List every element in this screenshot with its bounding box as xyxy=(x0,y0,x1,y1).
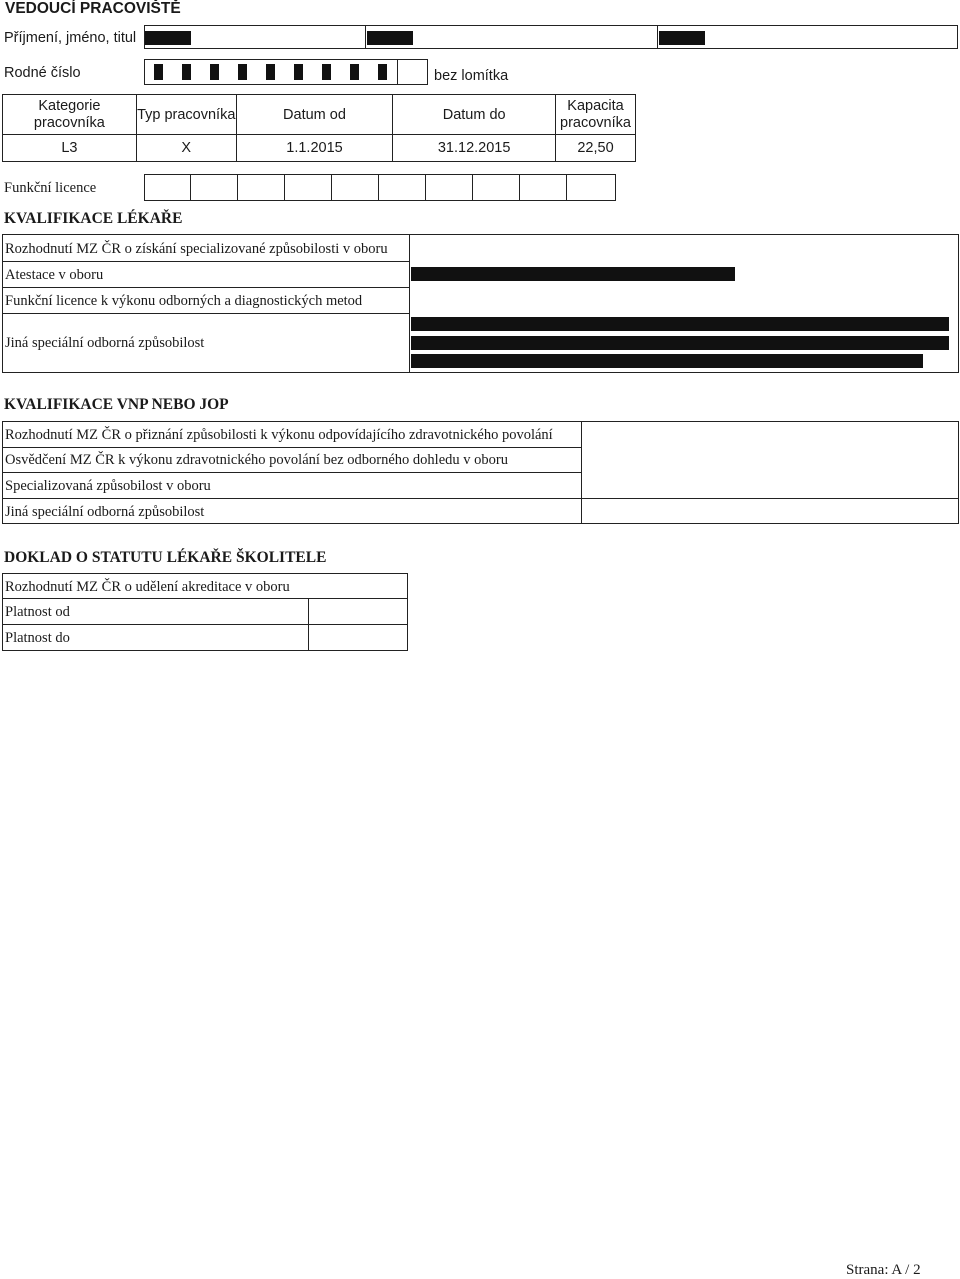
table-row-label: Osvědčení MZ ČR k výkonu zdravotnického povolání bez odborného dohledu v oboru xyxy=(5,452,508,468)
redaction-block xyxy=(322,64,331,80)
table-row-label: Specializovaná způsobilost v oboru xyxy=(5,478,211,494)
table-header-cell: Datum do xyxy=(393,95,556,135)
table-row-label: Funkční licence k výkonu odborných a diagnostických metod xyxy=(5,293,363,309)
redaction-block xyxy=(411,267,735,281)
field-divider xyxy=(397,59,398,85)
section-title-kvalifikace-lekare: KVALIFIKACE LÉKAŘE xyxy=(4,210,183,227)
char-box xyxy=(425,174,473,201)
redaction-block xyxy=(294,64,303,80)
table-row-label: Rozhodnutí MZ ČR o udělení akreditace v oboru xyxy=(5,579,290,595)
table-header-cell: Kategorie pracovníka xyxy=(3,95,137,135)
section-title-vedouci: VEDOUCÍ PRACOVIŠTĚ xyxy=(5,0,181,17)
row-divider xyxy=(3,472,581,473)
char-box xyxy=(190,174,238,201)
field-divider xyxy=(365,26,366,48)
char-box xyxy=(331,174,379,201)
table-row-label: Atestace v oboru xyxy=(5,267,104,283)
table-cell: 31.12.2015 xyxy=(393,135,556,162)
table-cell: 22,50 xyxy=(556,135,636,162)
char-box xyxy=(566,174,616,201)
table-row-label: Jiná speciální odborná způsobilost xyxy=(5,504,205,520)
rc-field[interactable] xyxy=(144,59,428,85)
page-number: Strana: A / 2 xyxy=(846,1262,921,1278)
table-header-cell: Kapacita pracovníka xyxy=(556,95,636,135)
row-divider xyxy=(3,313,409,314)
char-box xyxy=(237,174,285,201)
redaction-block xyxy=(411,354,923,368)
table-cell: 1.1.2015 xyxy=(236,135,393,162)
table-row-label: Platnost do xyxy=(5,630,70,646)
table-row-label: Platnost od xyxy=(5,604,70,620)
kvalifikace-lekare-table xyxy=(2,234,959,373)
redaction-block xyxy=(350,64,359,80)
redaction-block xyxy=(367,31,413,45)
field-divider xyxy=(657,26,658,48)
name-label: Příjmení, jméno, titul xyxy=(4,30,137,46)
redaction-block xyxy=(411,317,949,331)
table-row-label: Jiná speciální odborná způsobilost xyxy=(5,335,205,351)
redaction-block xyxy=(378,64,387,80)
table-row xyxy=(3,135,636,162)
redaction-block xyxy=(266,64,275,80)
char-box xyxy=(519,174,567,201)
table-cell: L3 xyxy=(3,135,137,162)
funkcni-licence-field[interactable] xyxy=(144,174,616,201)
redaction-block xyxy=(238,64,247,80)
char-box xyxy=(472,174,520,201)
table-header-row xyxy=(3,95,636,135)
rc-label: Rodné číslo xyxy=(4,65,81,81)
row-divider xyxy=(3,624,407,625)
table-row-label: Rozhodnutí MZ ČR o přiznání způsobilosti k výkonu odpovídajícího zdravotnického povolání xyxy=(5,427,553,443)
row-divider xyxy=(3,498,958,499)
redaction-block xyxy=(659,31,705,45)
section-title-skolitel: DOKLAD O STATUTU LÉKAŘE ŠKOLITELE xyxy=(4,549,327,566)
kvalifikace-vnp-table xyxy=(2,421,959,524)
redaction-block xyxy=(154,64,163,80)
section-title-kvalifikace-vnp: KVALIFIKACE VNP NEBO JOP xyxy=(4,396,229,413)
rc-note: bez lomítka xyxy=(434,68,509,84)
char-box xyxy=(284,174,332,201)
table-row-label: Rozhodnutí MZ ČR o získání specializované způsobilosti v oboru xyxy=(5,241,388,257)
staff-table xyxy=(2,94,636,162)
table-header-cell: Datum od xyxy=(236,95,393,135)
redaction-block xyxy=(210,64,219,80)
skolitel-table xyxy=(2,573,408,651)
column-divider xyxy=(581,422,582,523)
column-divider xyxy=(308,598,309,650)
char-box xyxy=(378,174,426,201)
char-box xyxy=(144,174,191,201)
row-divider xyxy=(3,598,407,599)
redaction-block xyxy=(145,31,191,45)
funkcni-licence-label: Funkční licence xyxy=(4,180,97,196)
redaction-block xyxy=(182,64,191,80)
redaction-block xyxy=(411,336,949,350)
table-header-cell: Typ pracovníka xyxy=(136,95,236,135)
row-divider xyxy=(3,287,409,288)
table-cell: X xyxy=(136,135,236,162)
row-divider xyxy=(3,261,409,262)
row-divider xyxy=(3,447,581,448)
name-field[interactable] xyxy=(144,25,958,49)
column-divider xyxy=(409,235,410,372)
